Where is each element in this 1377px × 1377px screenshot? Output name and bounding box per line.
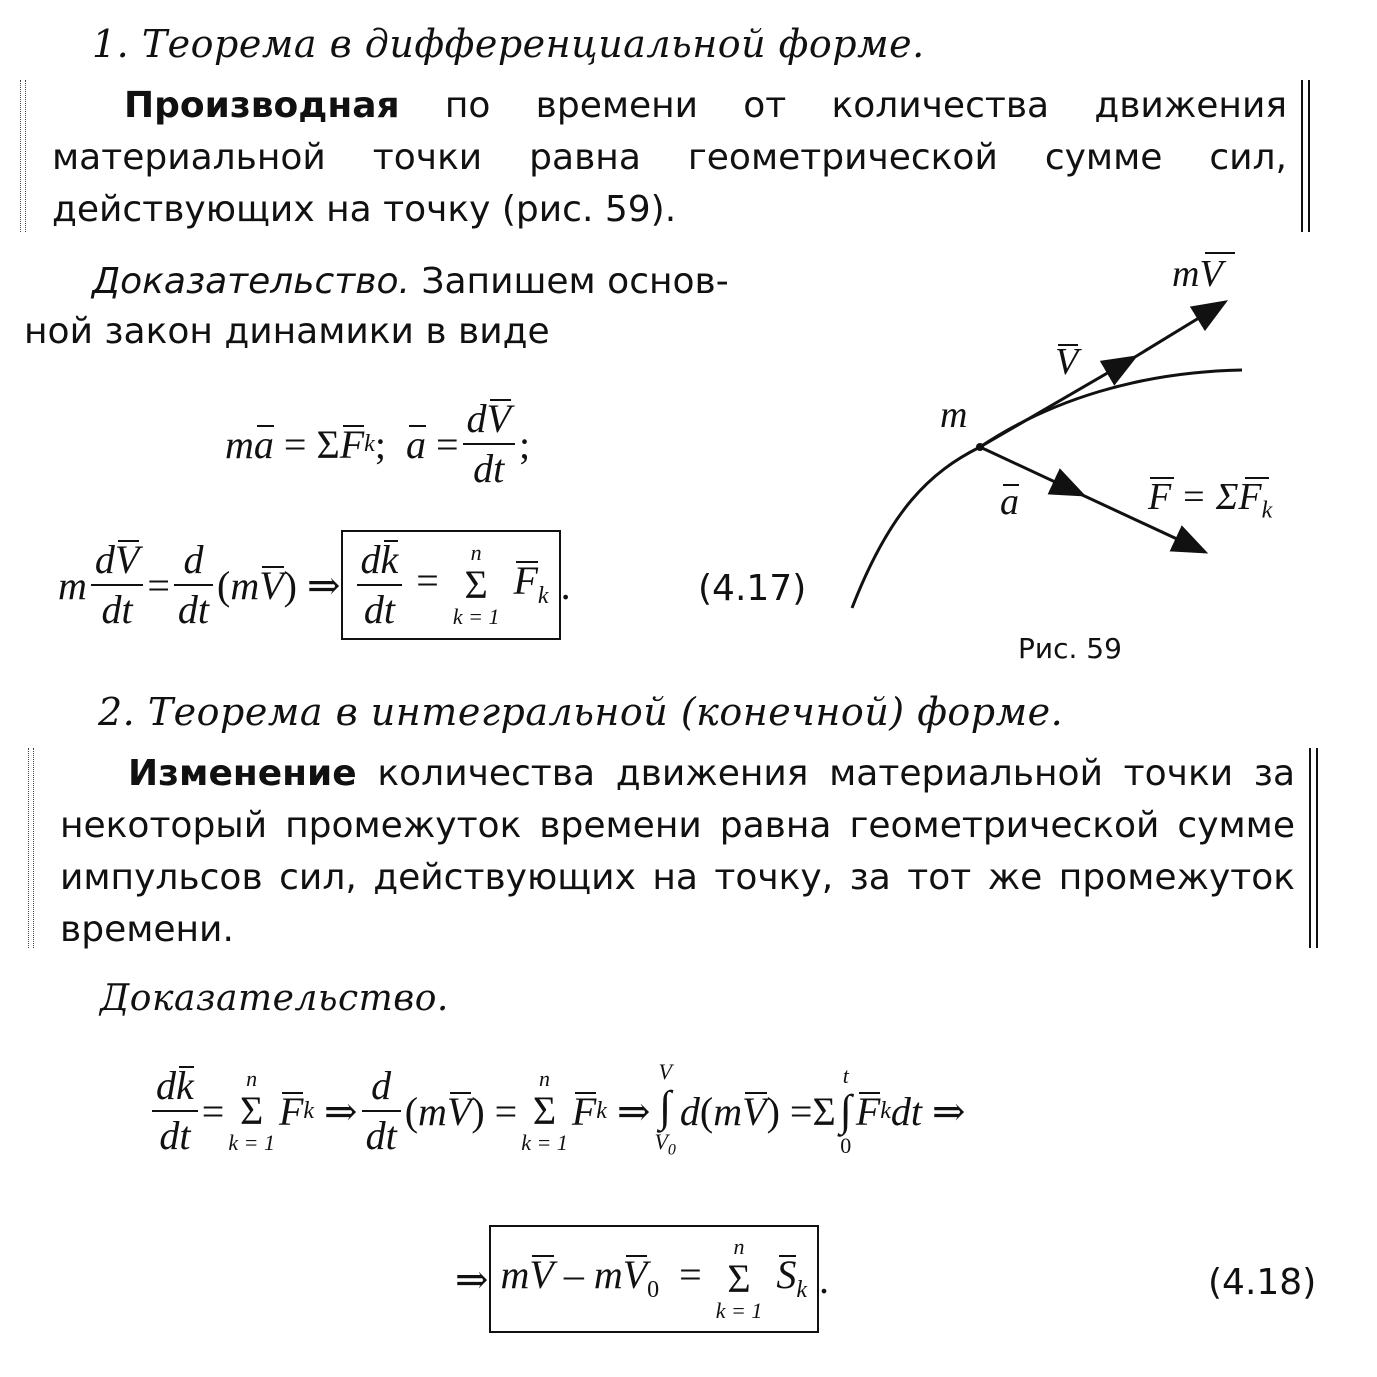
figure-label-a: a [1000, 481, 1019, 523]
figure-label-m: m [940, 394, 968, 436]
acceleration-vector [980, 447, 1083, 495]
formula-newton-law: m a = Σ F k ; a = $\frac{dV}{dt}$ ; [225, 396, 531, 491]
theorem-2-right-bar [1309, 748, 1318, 948]
formula-4-18: ⇒ mV – $mV_0$ = n Σ k = 1 $S_k$ . [455, 1225, 829, 1333]
theorem-1-block [20, 80, 1310, 232]
figure-label-mV: mV [1172, 253, 1223, 295]
formula-chain: $\frac{dk}{dt}$ = n Σ k = 1 F k ⇒ $\frac{d}{dt}$ ( m V ) = n Σ k = 1 F k ⇒ V ∫ $V_0$ d ( m V ) =Σ t ∫ 0 F k dt ⇒ [148, 1060, 966, 1162]
theorem-1-text [52, 80, 1287, 236]
theorem-1-right-bar [1301, 80, 1310, 232]
theorem-2-block [28, 748, 1318, 948]
section-2-heading: 2. Теорема в интегральной (конечной) форме. [98, 690, 1064, 734]
eq-number-4-18: (4.18) [1208, 1262, 1317, 1303]
formula-4-18-box: mV – $mV_0$ = n Σ k = 1 $S_k$ [489, 1225, 820, 1333]
momentum-vector [1130, 302, 1225, 360]
theorem-2-left-bar [28, 748, 34, 948]
theorem-1-bold: Производная [124, 85, 400, 126]
theorem-2-text [60, 748, 1295, 956]
proof-1-label: Доказательство. [92, 261, 410, 302]
theorem-1-left-bar [20, 80, 26, 232]
figure-overbar-mV [1205, 252, 1235, 254]
section-1-heading: 1. Теорема в дифференциальной форме. [92, 22, 925, 66]
proof-1-line-2: ной закон динамики в виде [24, 311, 550, 352]
figure-overbar-F1 [1150, 477, 1174, 479]
figure-label-F: $F = \Sigma F_k$ [1148, 476, 1273, 524]
figure-overbar-F2 [1245, 477, 1269, 479]
proof-1-line-1 [92, 256, 729, 308]
eq-number-4-17: (4.17) [698, 568, 807, 609]
formula-4-17: m $\frac{dV}{dt}$ = $\frac{d}{dt}$ ( m V ) ⇒ $\frac{dk}{dt}$ = n Σ k = 1 $F_k$ . [58, 530, 571, 640]
proof-1-text-1: Запишем основ- [409, 261, 729, 302]
proof-2-label: Доказательство. [100, 978, 449, 1019]
figure-59 [830, 240, 1350, 660]
theorem-2-bold: Изменение [128, 753, 357, 794]
theorem-1-body: по времени от количества движения материальной точки равна геометрической сумме сил, действующих на точку (рис. 59). [52, 85, 1287, 230]
theorem-2-body: количества движения материальной точки за некоторый промежуток времени равна геометрической сумме импульсов сил, действующих на точку, за тот же промежуток времени. [60, 753, 1295, 950]
figure-caption: Рис. 59 [1018, 632, 1122, 665]
figure-label-V: V [1055, 341, 1079, 383]
point-m [976, 443, 984, 451]
formula-4-17-box: $\frac{dk}{dt}$ = n Σ k = 1 $F_k$ [341, 530, 561, 640]
